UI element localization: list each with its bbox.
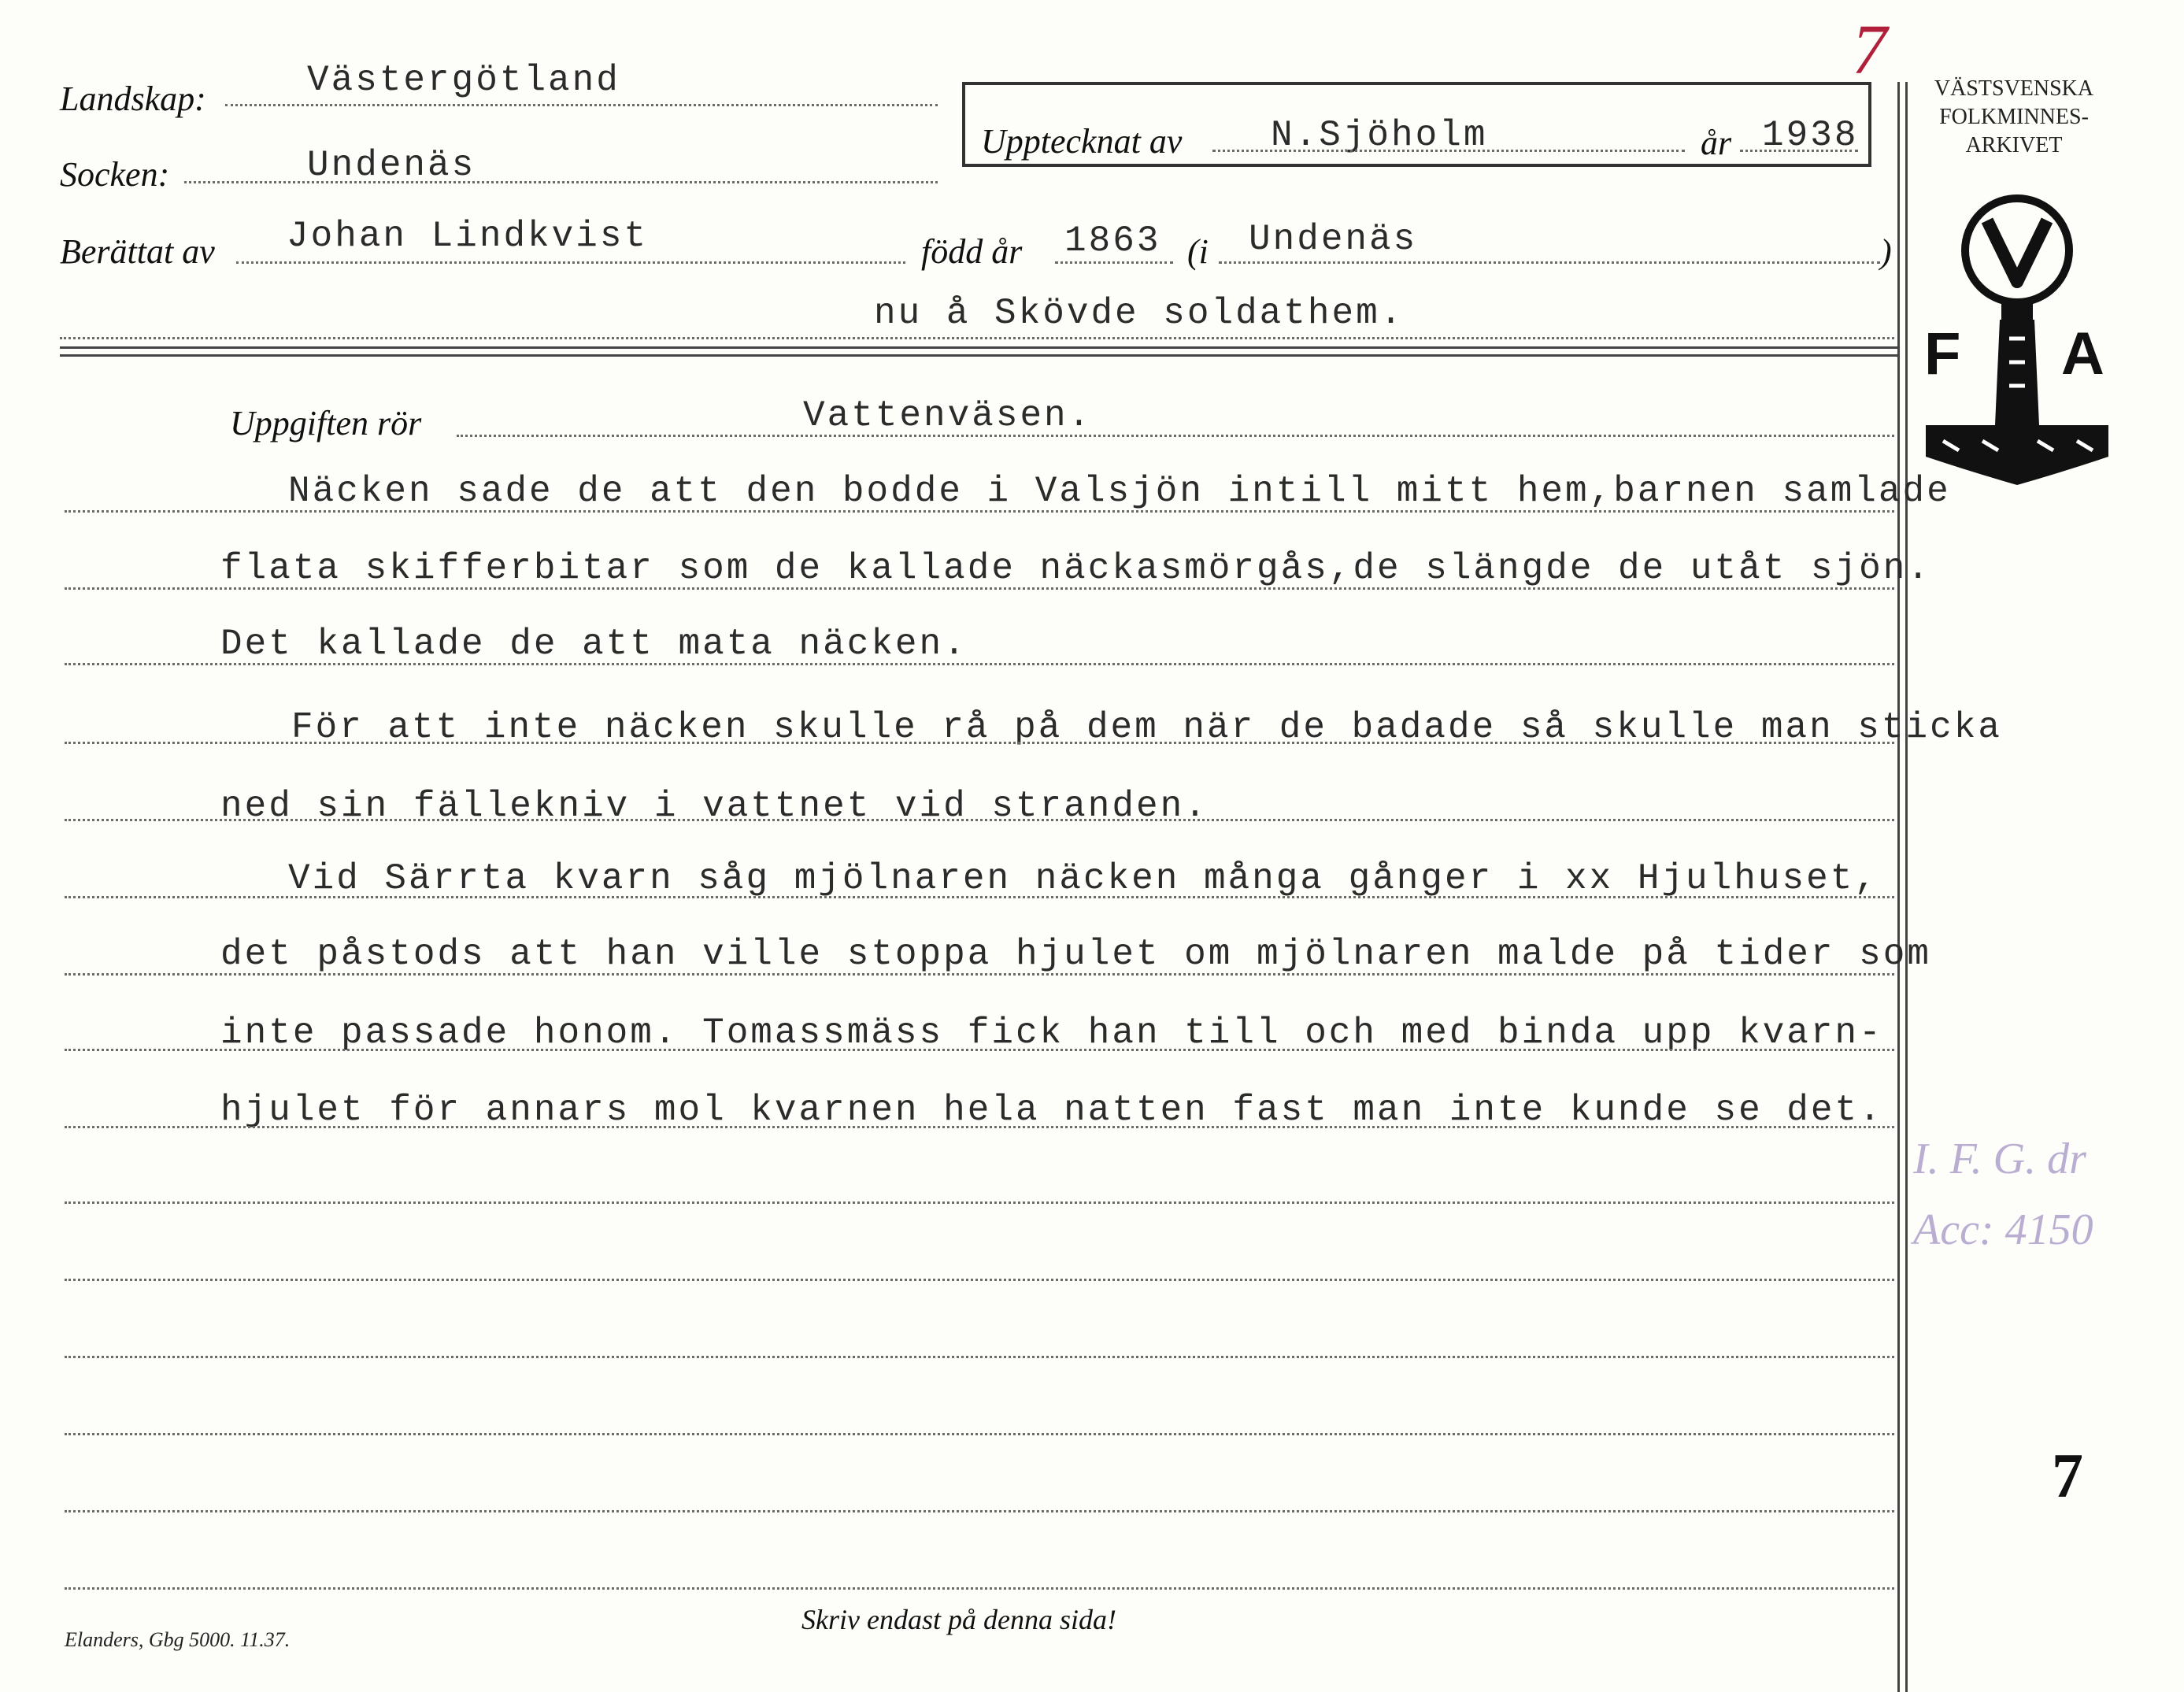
ruled-line-13 xyxy=(65,1433,1894,1435)
body-line-8: inte passade honom. Tomassmäss fick han till och med binda upp kvarn- xyxy=(220,1013,1883,1053)
year-value: 1938 xyxy=(1762,115,1859,156)
recorder-label: Upptecknat av xyxy=(981,122,1183,161)
year-line xyxy=(1740,150,1858,152)
header-double-rule-2 xyxy=(60,354,1899,357)
recorder-line xyxy=(1212,150,1685,152)
recorder-value: N.Sjöholm xyxy=(1271,115,1488,156)
accession-stamp-line-2: Acc: 4150 xyxy=(1913,1205,2093,1254)
socken-value: Undenäs xyxy=(307,145,476,186)
ruled-line-15 xyxy=(65,1587,1894,1590)
handwritten-page-number: 7 xyxy=(1852,11,1887,89)
ruled-line-3 xyxy=(65,663,1894,665)
header-dotted-separator xyxy=(60,337,1894,339)
born-label: född år xyxy=(921,232,1023,271)
ruled-line-14 xyxy=(65,1510,1894,1512)
accession-stamp-line-1: I. F. G. dr xyxy=(1913,1135,2086,1183)
body-line-3: Det kallade de att mata näcken. xyxy=(220,624,968,665)
logo-letter-a: A xyxy=(2061,320,2104,387)
ruled-line-10 xyxy=(65,1201,1894,1204)
topic-value: Vattenväsen. xyxy=(803,395,1093,436)
born-place-close: ) xyxy=(1880,232,1892,271)
narrator-value: Johan Lindkvist xyxy=(287,216,649,257)
ruled-line-4 xyxy=(65,742,1894,744)
ruled-line-9 xyxy=(65,1126,1894,1128)
socken-line xyxy=(184,181,938,183)
socken-label: Socken: xyxy=(60,155,170,194)
archive-logo xyxy=(1912,189,2116,504)
margin-rule-1 xyxy=(1897,82,1900,1692)
landskap-value: Västergötland xyxy=(307,60,620,101)
archive-name-line-3: ARKIVET xyxy=(1965,133,2063,157)
margin-rule-2 xyxy=(1905,82,1908,1692)
body-line-7: det påstods att han ville stoppa hjulet om mjölnaren malde på tider som xyxy=(220,934,1931,975)
body-line-6: Vid Särrta kvarn såg mjölnaren näcken många gånger i xx Hjulhuset, xyxy=(288,858,1879,899)
narrator-label: Berättat av xyxy=(60,232,215,271)
body-line-2: flata skifferbitar som de kallade näckasmörgås,de slängde de utåt sjön. xyxy=(220,548,1931,589)
archive-name-line-2: FOLKMINNES- xyxy=(1939,105,2089,129)
topic-label: Uppgiften rör xyxy=(230,404,422,442)
ruled-line-11 xyxy=(65,1279,1894,1281)
ruled-line-5 xyxy=(65,819,1894,821)
logo-letter-f: F xyxy=(1924,320,1961,387)
body-line-5: ned sin fällekniv i vattnet vid stranden. xyxy=(220,786,1209,827)
ruled-line-2 xyxy=(65,587,1894,590)
ruled-line-1 xyxy=(65,510,1894,513)
year-label: år xyxy=(1701,124,1732,162)
born-place-value: Undenäs xyxy=(1249,219,1418,260)
body-line-1: Näcken sade de att den bodde i Valsjön intill mitt hem,barnen samlade xyxy=(288,471,1951,512)
born-place-label: (i xyxy=(1187,232,1209,271)
header-double-rule-1 xyxy=(60,346,1899,349)
side-page-number: 7 xyxy=(2052,1442,2083,1511)
body-line-4: För att inte näcken skulle rå på dem när de badade så skulle man sticka xyxy=(291,707,2002,748)
body-line-9: hjulet för annars mol kvarnen hela natten fast man inte kunde se det. xyxy=(220,1090,1883,1131)
born-place-line xyxy=(1219,261,1880,264)
write-instruction: Skriv endast på denna sida! xyxy=(801,1604,1116,1635)
topic-line xyxy=(457,435,1894,437)
ruled-line-8 xyxy=(65,1049,1894,1051)
archive-name-line-1: VÄSTSVENSKA xyxy=(1934,76,2094,101)
born-value: 1863 xyxy=(1064,220,1161,261)
ruled-line-12 xyxy=(65,1356,1894,1358)
residence-note: nu å Skövde soldathem. xyxy=(874,293,1405,334)
printer-imprint: Elanders, Gbg 5000. 11.37. xyxy=(65,1628,291,1651)
narrator-line xyxy=(236,261,905,264)
born-line xyxy=(1055,261,1173,264)
landskap-line xyxy=(225,104,938,106)
ruled-line-6 xyxy=(65,896,1894,898)
ruled-line-7 xyxy=(65,973,1894,976)
landskap-label: Landskap: xyxy=(60,80,206,118)
